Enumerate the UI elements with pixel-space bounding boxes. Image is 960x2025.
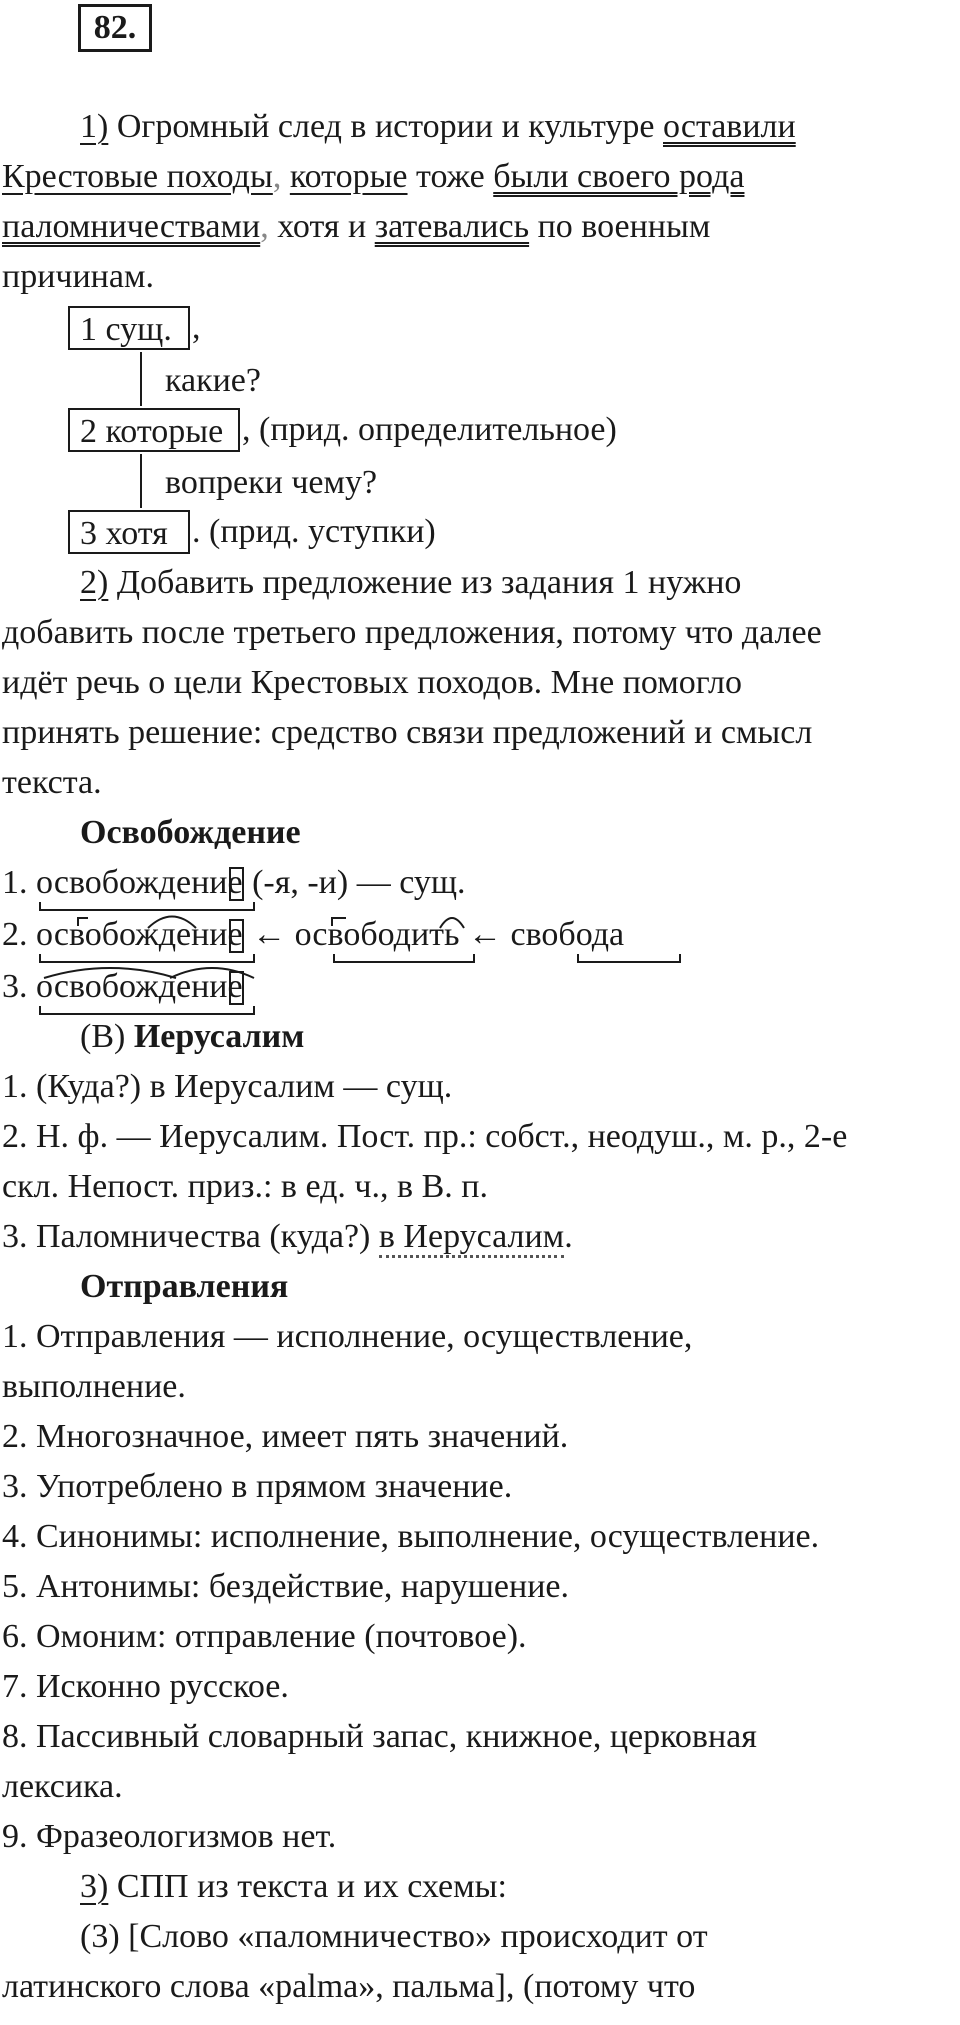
osv-row-2: 2. освобождение ← освободить ← свобода (2, 916, 625, 953)
osv-word-stem-2: освобождени (36, 916, 228, 953)
p1-line-3: паломничествами, хотя и затевались по военным (2, 208, 711, 245)
ending-box (229, 867, 244, 901)
predicate-palomnichestvami: паломничествами (2, 208, 261, 245)
otp-item: 4. Синонимы: исполнение, выполнение, осуществление. (2, 1518, 820, 1555)
ending-box (229, 919, 244, 953)
scheme-box-1: 1 сущ. (68, 306, 190, 350)
scheme-box-3: 3 хотя (68, 510, 190, 554)
p2-number: 2) (80, 564, 109, 601)
otp-item: 7. Исконно русское. (2, 1668, 289, 1705)
p2-line-2: добавить после третьего предложения, потому что далее (2, 614, 822, 651)
p2-line-3: идёт речь о цели Крестовых походов. Мне помогло (2, 664, 742, 701)
ending-box (229, 971, 244, 1005)
p1-number: 1) (80, 108, 109, 145)
predicate-zatevalis: затевались (374, 208, 530, 245)
p2-line-4: принять решение: средство связи предложений и смысл (2, 714, 813, 751)
otp-item: 2. Многозначное, имеет пять значений. (2, 1418, 569, 1455)
otp-item: 8. Пассивный словарный запас, книжное, церковная (2, 1718, 757, 1755)
task-number: 82. (78, 4, 152, 52)
osv-heading: Освобождение (80, 814, 301, 851)
ier-heading: Иерусалим (133, 1018, 305, 1055)
ier-line-3: скл. Непост. приз.: в ед. ч., в В. п. (2, 1168, 488, 1205)
ier-dotted-phrase: в Иерусалим (379, 1218, 564, 1258)
osv-word-stem-3: освобождени (36, 968, 228, 1005)
arrow-left: ← (243, 916, 295, 953)
scheme-after-2: , (прид. определительное) (242, 411, 617, 448)
p3-line-1: 3) СПП из текста и их схемы: (80, 1868, 507, 1905)
ier-line-4: 3. Паломничества (куда?) в Иерусалим. (2, 1212, 573, 1262)
ier-heading-line: (В) Иерусалим (80, 1018, 305, 1055)
p1-line-1: 1) Огромный след в истории и культуре оставили (80, 108, 796, 145)
subject-krestovye-pohody: Крестовые походы (2, 158, 273, 195)
p3-line-3: латинского слова «palma», пальма], (потому что (2, 1968, 696, 2005)
scheme-question-1: какие? (165, 362, 261, 399)
osv-root-word: свобода (510, 916, 625, 953)
osv-row-1: 1. освобождение (-я, -и) — сущ. (2, 864, 466, 901)
predicate-oставили: оставили (663, 108, 796, 145)
ier-line-2: 2. Н. ф. — Иерусалим. Пост. пр.: собст., неодуш., м. р., 2-е (2, 1118, 848, 1155)
otp-heading: Отправления (80, 1268, 289, 1305)
otp-item: 6. Омоним: отправление (почтовое). (2, 1618, 527, 1655)
p1-line-4: причинам. (2, 258, 154, 295)
p2-line-1: 2) Добавить предложение из задания 1 нужно (80, 564, 742, 601)
subject-kotorye: которые (289, 158, 408, 195)
p3-number: 3) (80, 1868, 109, 1905)
otp-item: 9. Фразеологизмов нет. (2, 1818, 337, 1855)
otp-item: выполнение. (2, 1368, 186, 1405)
otp-item: 1. Отправления — исполнение, осуществление, (2, 1318, 693, 1355)
p1-line-2: Крестовые походы, которые тоже были своего рода (2, 158, 745, 195)
osv-word-stem-1: освобождени (36, 864, 228, 901)
scheme-question-2: вопреки чему? (165, 464, 378, 501)
scheme-box-2: 2 которые (68, 408, 240, 452)
otp-item: 3. Употреблено в прямом значение. (2, 1468, 513, 1505)
scheme-connector-1 (140, 352, 142, 406)
ier-line-1: 1. (Куда?) в Иерусалим — сущ. (2, 1068, 453, 1105)
otp-item: 5. Антонимы: бездействие, нарушение. (2, 1568, 569, 1605)
predicate-byli: были своего рода (493, 158, 745, 195)
p2-line-5: текста. (2, 764, 102, 801)
arrow-left: ← (459, 916, 511, 953)
scheme-after-3: . (прид. уступки) (192, 513, 436, 550)
scheme-after-1: , (192, 309, 201, 346)
p3-line-2: (3) [Слово «паломничество» происходит от (80, 1918, 708, 1955)
otp-item: лексика. (2, 1768, 123, 1805)
osv-verb: освободить (294, 916, 460, 953)
osv-row-3: 3. освобождение (2, 968, 243, 1005)
scheme-connector-2 (140, 454, 142, 508)
